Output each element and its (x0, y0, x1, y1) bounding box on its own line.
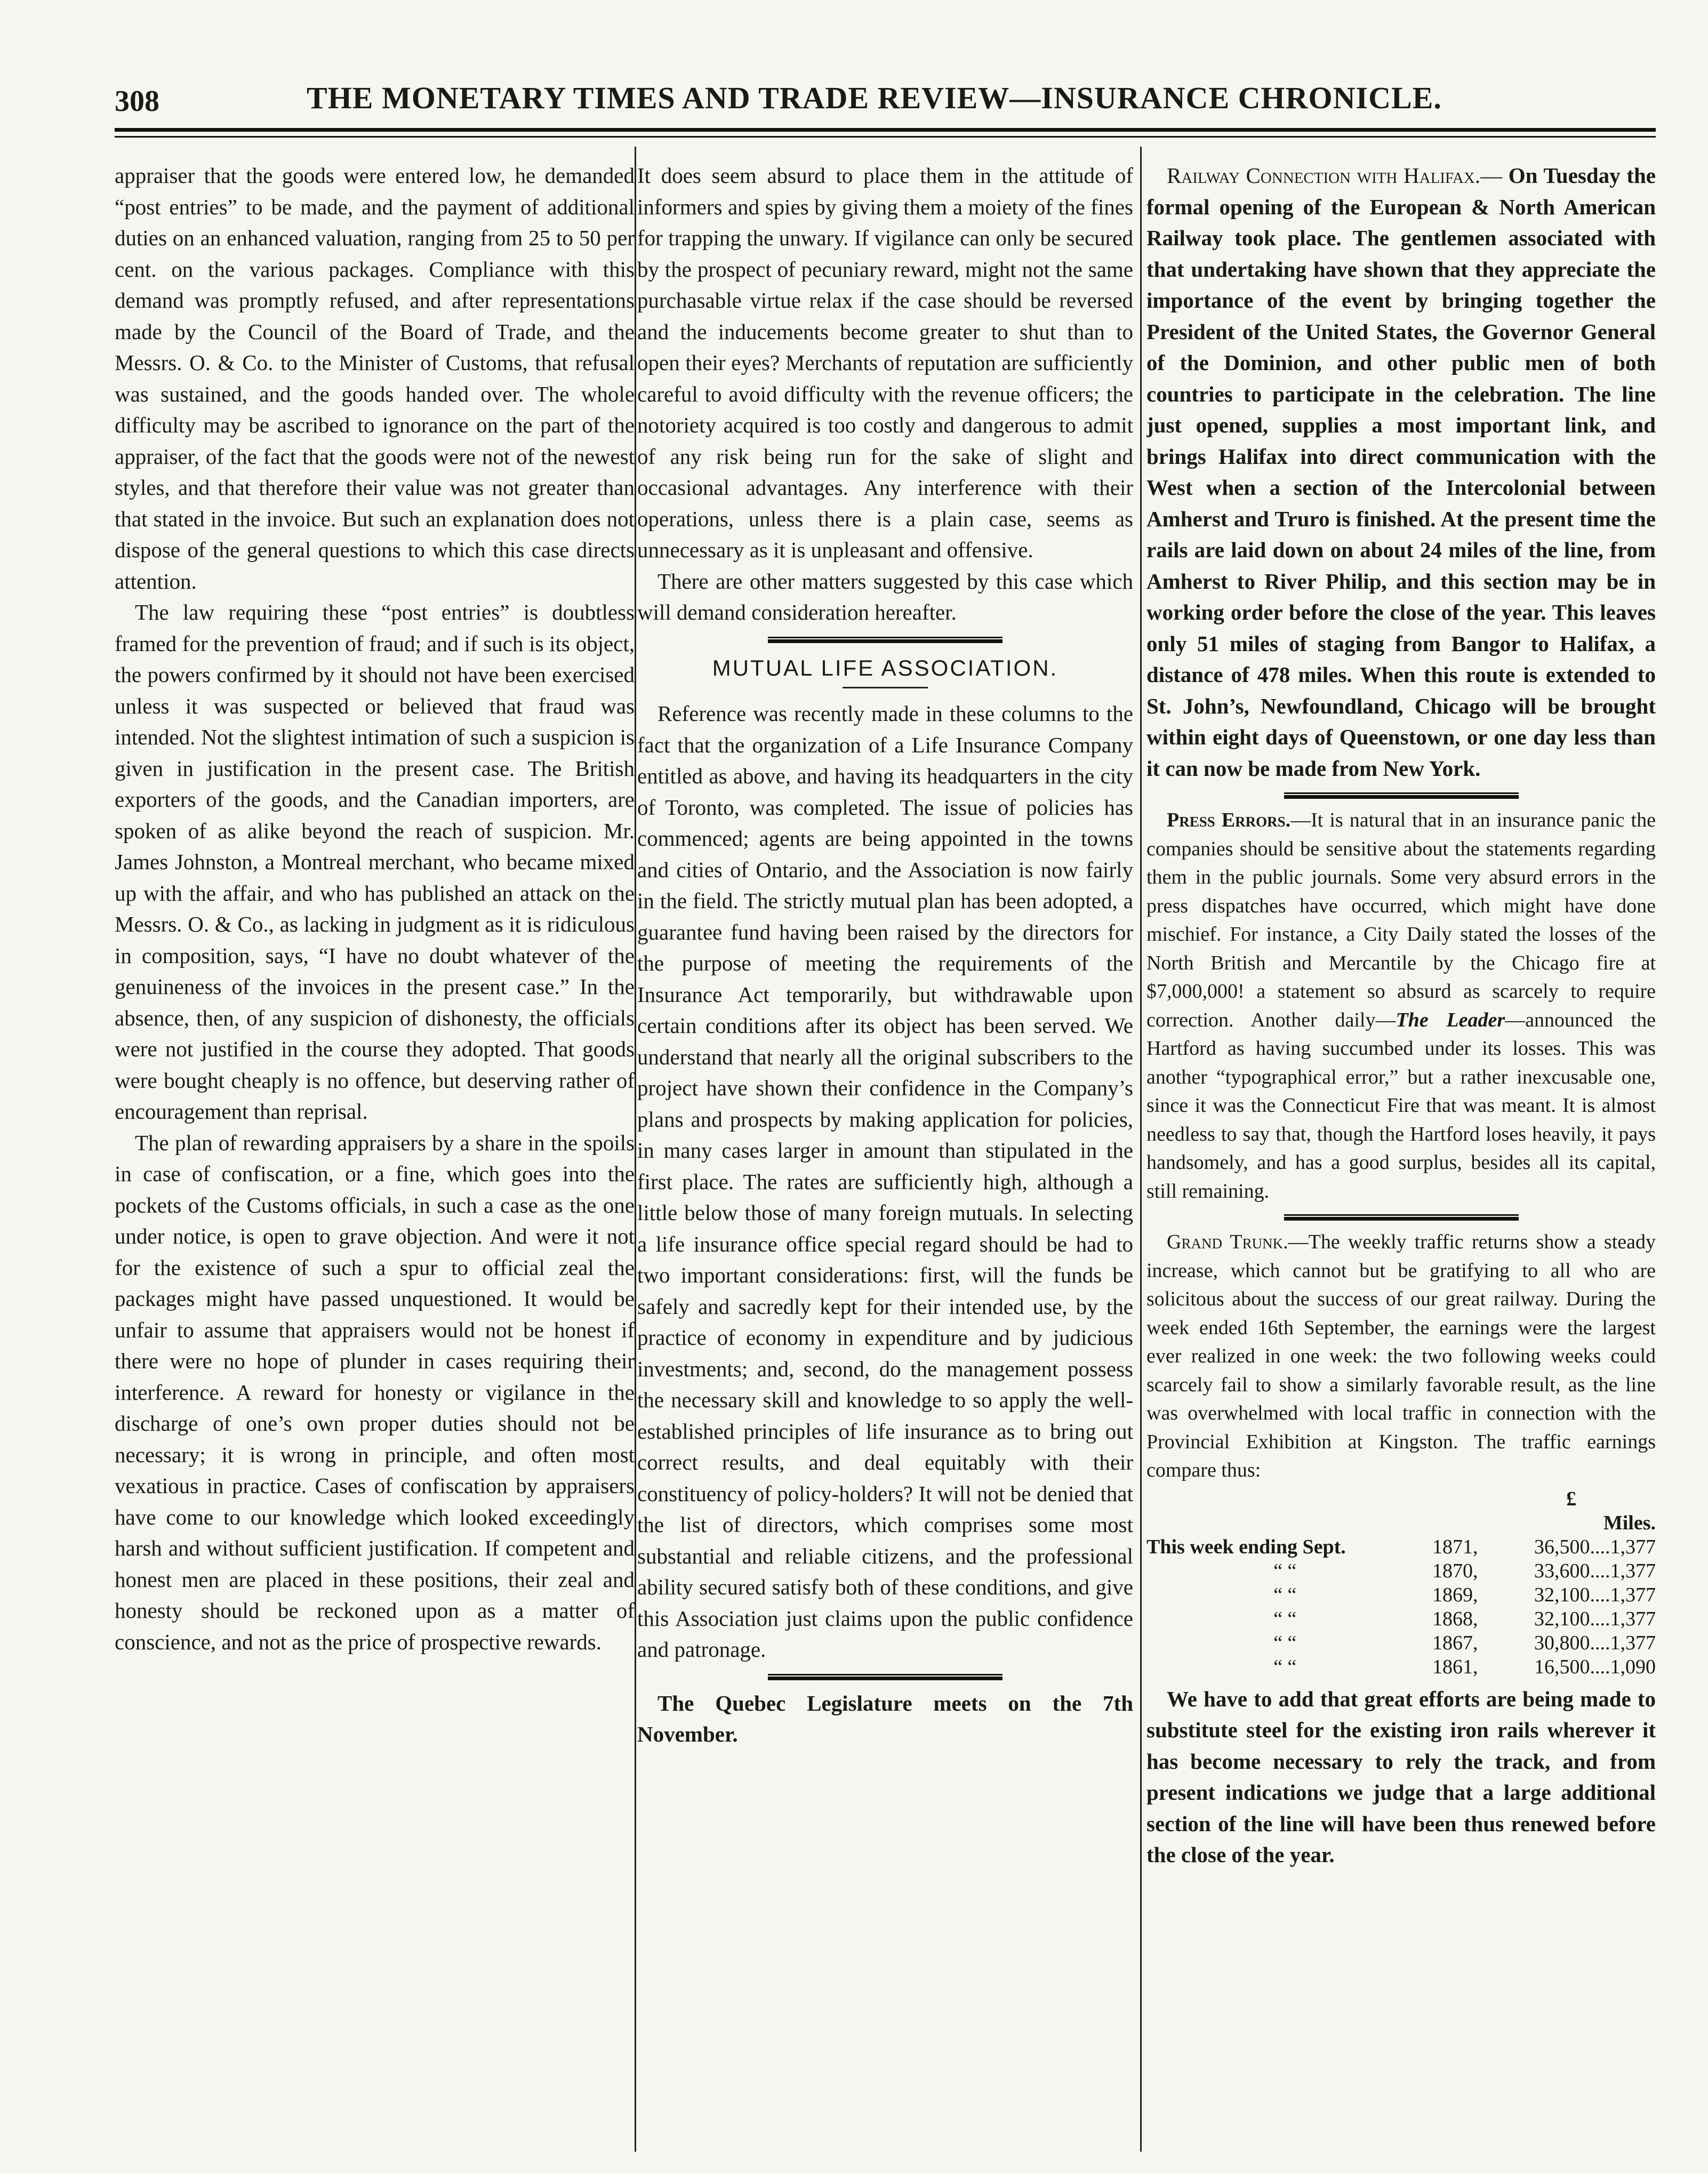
row-label: This week ending Sept. (1146, 1535, 1346, 1558)
paragraph: We have to add that great efforts are being made to substitute steel for the existing iron rails wherever it has become necessary to rely the track, and from present indications we judge that a large additional section of the line will have been thus renewed before the close of the year. (1146, 1686, 1656, 1867)
table-row (1146, 1559, 1656, 1583)
paragraph: Reference was recently made in these columns to the fact that the organization of a Life Insurance Company entitled as above, and having its headquarters in the city of Toronto, was completed. The issue of policies has commenced; agents are being appointed in the towns and cities of Ontario, and the Association is now fairly in the field. The strictly mutual plan has been adopted, a guarantee fund having been raised by the directors for the purpose of meeting the requirements of the Insurance Act temporarily, but withdrawable upon certain conditions after its object has been served. We understand that nearly all the original subscribers to the project have shown their confidence in the Company’s plans and prospects by making application for policies, in many cases larger in amount than stipulated in the first place. The rates are sufficiently high, although a little below those of many foreign mutuals. In selecting a life insurance office special regard should be had to two important considerations: first, will the funds be safely and sacredly kept for their intended use, by the practice of economy in expenditure and by judicious investments; and, second, do the management possess the necessary skill and knowledge to so apply the well-established principles of life insurance as to bring out correct results, and deal equitably with their constituency of policy-holders? It will not be denied that the list of directors, which comprises some most substantial and reliable citizens, and the professional ability secured satisfy both of these conditions, and give this Association just claims upon the public confidence and patronage. (637, 701, 1133, 1662)
paragraph-body: —It is natural that in an insurance panic the companies should be sensitive about the statements regarding them in the public journals. Some very absurd errors in the press dispatches have occurred, which might have done mischief. For instance, a City Daily stated the losses of the North British and Mercantile by the Chicago fire at $7,000,000! a statement so absurd as scarcely to require correction. Another daily— (1146, 809, 1656, 1031)
row-value: 32,100....1,377 (1534, 1607, 1656, 1630)
table-row (1146, 1535, 1656, 1559)
paragraph-body: —The weekly traffic returns show a steady increase, which cannot but be gratifying to all who are solicitous about the success of our great railway. During the week ended 16th September, the earnings were the largest ever realized in one week: the two following weeks could scarcely fail to show a similarly favorable result, as the line was overwhelmed with local traffic in connection with the Provincial Exhibition at Kingston. The traffic earnings compare thus: (1146, 1231, 1656, 1481)
row-year: 1871, (1432, 1535, 1478, 1558)
paragraph: The law requiring these “post entries” is doubtless framed for the prevention of fraud; and if such is its object, the powers confirmed by it should not have been exercised unless it was suspected or believed that fraud was intended. Not the slightest intimation of such a suspicion is given in justification in the present case. The British exporters of the goods, and the Canadian importers, are spoken of as alike beyond the reach of suspicion. Mr. James Johnston, a Montreal merchant, who became mixed up with the affair, and who has published an attack on the Messrs. O. & Co., as lacking in judgment as it is ridiculous in composition, says, “I have no doubt whatever of the genuineness of the invoices in the present case.” In the absence, then, of any suspicion of dishonesty, the officials were not justified in the course they adopted. That goods were bought cheaply is no offence, but deserving rather of encouragement than reprisal. (115, 600, 635, 1124)
column-2 (637, 160, 1133, 2149)
masthead-title: THE MONETARY TIMES AND TRADE REVIEW—INSURANCE CHRONICLE. (307, 81, 1442, 115)
column-divider (635, 147, 636, 2152)
column-header-miles: Miles. (1603, 1511, 1656, 1534)
paragraph: It does seem absurd to place them in the attitude of informers and spies by giving them a moiety of the fines for trapping the unwary. If vigilance can only be secured by the prospect of pecuniary reward, might not the same purchasable virtue relax if the case should be reversed and the inducements become greater to shut than to open their eyes? Merchants of reputation are sufficiently careful to avoid difficulty with the revenue officers; the notoriety acquired is too costly and dangerous to admit of any risk being run for the sake of slight and occasional advantages. Any interference with their operations, unless there is a plain case, seems as unnecessary as it is unpleasant and offensive. (637, 163, 1133, 562)
row-year: 1868, (1432, 1607, 1478, 1630)
row-year: 1861, (1432, 1655, 1478, 1678)
row-value: 33,600....1,377 (1534, 1559, 1656, 1582)
paragraph: The Quebec Legislature meets on the 7th November. (637, 1690, 1133, 1746)
table-header-row (1146, 1511, 1656, 1535)
heading-rule (843, 687, 928, 688)
column-divider (1140, 147, 1142, 2152)
row-label: “ “ (1273, 1583, 1297, 1606)
table-row (1146, 1631, 1656, 1655)
table-row (1146, 1583, 1656, 1607)
row-label: “ “ (1273, 1559, 1297, 1582)
paragraph: appraiser that the goods were entered low, he demanded “post entries” to be made, and the payment of additional duties on an enhanced valuation, ranging from 25 to 50 per cent. on the various packages. Compliance with this demand was promptly refused, and after representations made by the Council of the Board of Trade, and the Messrs. O. & Co. to the Minister of Customs, that refusal was sustained, and the goods handed over. The whole difficulty may be ascribed to ignorance on the part of the appraiser, of the fact that the goods were not of the newest styles, and that therefore their value was not greater than that stated in the invoice. But such an explanation does not dispose of the general questions to which this case directs attention. (115, 163, 635, 594)
row-year: 1870, (1432, 1559, 1478, 1582)
paragraph: There are other matters suggested by this case which will demand consideration hereafter. (637, 568, 1133, 624)
row-label: “ “ (1273, 1607, 1297, 1630)
section-divider (768, 1674, 1003, 1680)
table-row (1146, 1655, 1656, 1679)
section-divider (768, 637, 1003, 643)
newspaper-name: The Leader (1396, 1008, 1505, 1031)
section-lead: Railway Connection with Halifax.— (1167, 163, 1503, 188)
paragraph-body: —announced the Hartford as having succumbed under its losses. This was another “typographical error,” but a rather inexcusable one, since it was the Connecticut Fire that was meant. It is almost needless to say that, though the Hartford loses heavily, it pays handsomely, and has a good surplus, besides all its capital, still remaining. (1146, 1008, 1656, 1202)
row-value: 36,500....1,377 (1534, 1535, 1656, 1558)
grand-trunk-paragraph (1146, 1228, 1656, 1485)
section-lead: Grand Trunk. (1167, 1231, 1288, 1253)
row-year: 1869, (1432, 1583, 1478, 1606)
page-header (115, 80, 1656, 128)
column-1 (115, 160, 635, 2149)
table-row (1146, 1607, 1656, 1631)
section-divider (1284, 792, 1519, 799)
table-header-row (1146, 1487, 1656, 1511)
row-label: “ “ (1273, 1631, 1297, 1654)
page-number: 308 (115, 85, 159, 118)
article-heading: MUTUAL LIFE ASSOCIATION. (712, 655, 1059, 680)
row-label: “ “ (1273, 1655, 1297, 1678)
row-value: 30,800....1,377 (1534, 1631, 1656, 1654)
railway-paragraph (1146, 160, 1656, 784)
press-errors-paragraph (1146, 806, 1656, 1206)
row-value: 16,500....1,090 (1534, 1655, 1656, 1678)
traffic-table (1146, 1487, 1656, 1679)
section-lead: Press Errors. (1167, 809, 1291, 831)
row-value: 32,100....1,377 (1534, 1583, 1656, 1606)
section-divider (1284, 1214, 1519, 1221)
column-header-pound: £ (1566, 1487, 1577, 1510)
header-rule (115, 128, 1656, 138)
paragraph-body: On Tuesday the formal opening of the European & North American Railway took place. The gentlemen associated with that undertaking have shown that they appreciate the importance of the event by bringing together the President of the United States, the Governor General of the Dominion, and other public men of both countries to participate in the celebration. The line just opened, supplies a most important link, and brings Halifax into direct communication with the West when a section of the Intercolonial between Amherst and Truro is finished. At the present time the rails are laid down on about 24 miles of the line, from Amherst to River Philip, and this section may be in working order before the close of the year. This leaves only 51 miles of staging from Bangor to Halifax, a distance of 478 miles. When this route is extended to St. John’s, Newfoundland, Chicago will be brought within eight days of Queenstown, or one day less than it can now be made from New York. (1146, 163, 1656, 781)
column-3 (1146, 160, 1656, 2149)
paragraph: The plan of rewarding appraisers by a share in the spoils in case of confiscation, or a fine, which goes into the pockets of the Customs officials, in such a case as the one under notice, is open to grave objection. And were it not for the existence of such a spur to official zeal the packages might have passed unquestioned. It would be unfair to assume that appraisers would not be honest if there were no hope of plunder in cases requiring their interference. A reward for honesty or vigilance in the discharge of one’s own proper duties should not be necessary; it is wrong in principle, and often most vexatious in practice. Cases of confiscation by appraisers have come to our knowledge which looked exceedingly harsh and without sufficient justification. If competent and honest men are placed in these positions, their zeal and honesty should be reckoned upon as a matter of conscience, and not as the price of prospective rewards. (115, 1130, 635, 1654)
row-year: 1867, (1432, 1631, 1478, 1654)
